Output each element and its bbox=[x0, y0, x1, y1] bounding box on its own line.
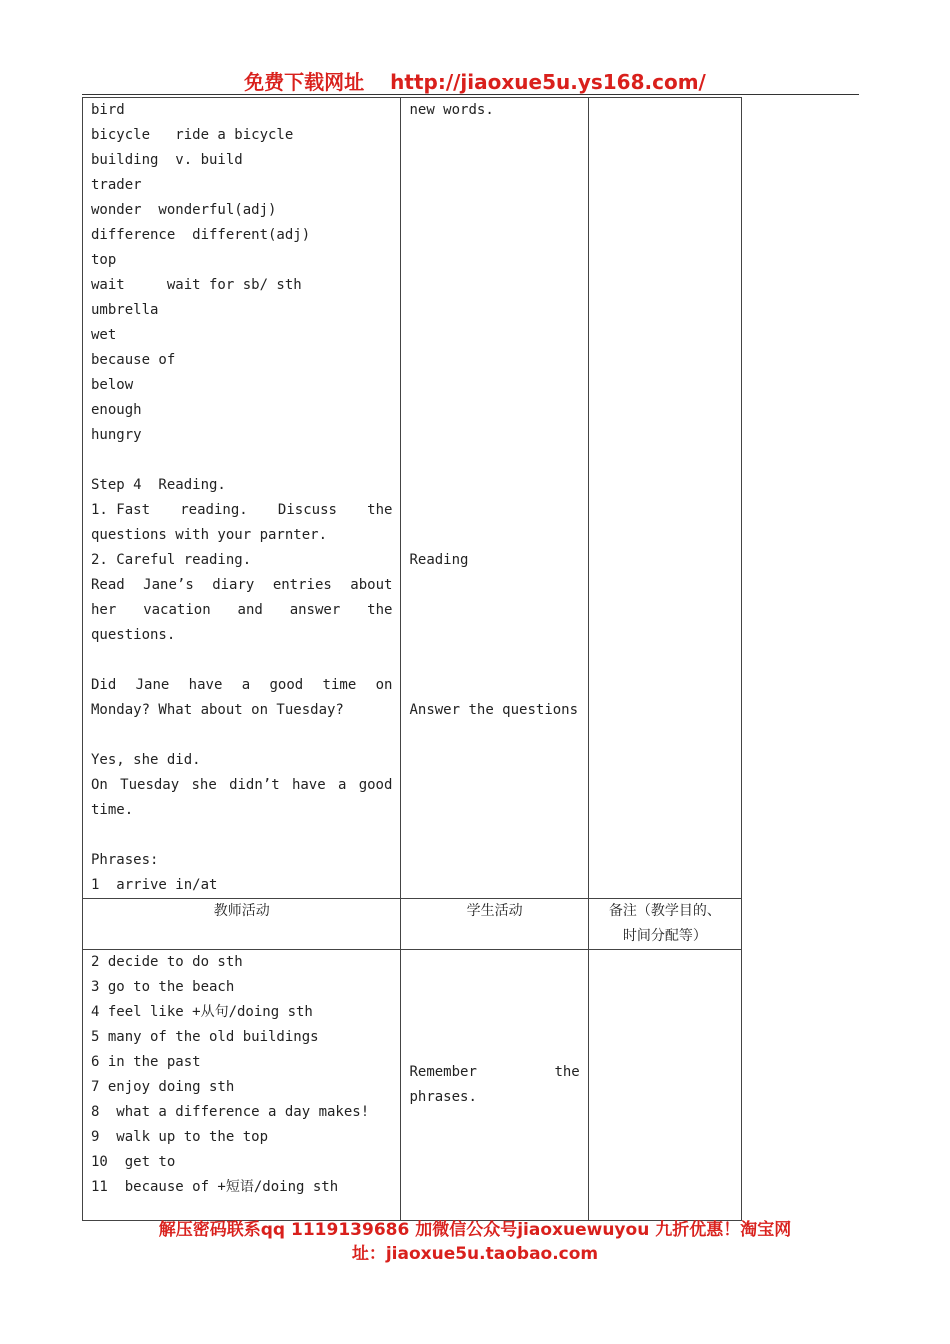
step-heading: Step 4 Reading. bbox=[91, 477, 226, 493]
fast-reading-line-2: questions with your parnter. bbox=[91, 527, 328, 543]
vocab-line: below bbox=[91, 377, 134, 393]
phrase-item: 7 enjoy doing sth bbox=[91, 1079, 235, 1095]
phrase-item: 11 because of +短语/doing sth bbox=[91, 1179, 339, 1195]
lesson-table bbox=[82, 97, 742, 1221]
vocab-line: building v. build bbox=[91, 152, 243, 168]
remember-line: Remember the bbox=[409, 1064, 580, 1080]
read-line-2: her vacation and answer the bbox=[91, 602, 393, 618]
phrase-item: 3 go to the beach bbox=[91, 979, 235, 995]
phrase-item: 4 feel like +从句/doing sth bbox=[91, 1004, 313, 1020]
vocab-line: trader bbox=[91, 177, 142, 193]
vocab-line: wonder wonderful(adj) bbox=[91, 202, 277, 218]
student-activity-header: 学生活动 bbox=[401, 899, 588, 950]
answer-line-2: On Tuesday she didn’t have a good bbox=[91, 777, 393, 793]
vocab-line: umbrella bbox=[91, 302, 159, 318]
student-activity-cell bbox=[401, 950, 588, 1221]
teacher-activity-cell bbox=[83, 950, 401, 1221]
header-url[interactable]: http://jiaoxue5u.ys168.com/ bbox=[390, 70, 706, 94]
middle-answer: Answer the questions bbox=[409, 702, 579, 718]
question-line-1: Did Jane have a good time on bbox=[91, 677, 393, 693]
read-line-1: Read Jane’s diary entries about bbox=[91, 577, 393, 593]
table-row bbox=[83, 98, 742, 899]
notes-header: 备注（教学目的、 时间分配等） bbox=[588, 899, 741, 950]
answer-line-1: Yes, she did. bbox=[91, 752, 201, 768]
vocab-line: enough bbox=[91, 402, 142, 418]
middle-reading: Reading bbox=[409, 552, 469, 568]
teacher-activity-header: 教师活动 bbox=[83, 899, 401, 950]
phrase-item: 5 many of the old buildings bbox=[91, 1029, 319, 1045]
phrase-item: 9 walk up to the top bbox=[91, 1129, 269, 1145]
fast-reading-line: 1. Fast reading. Discuss the bbox=[91, 502, 393, 518]
vocab-line: hungry bbox=[91, 427, 142, 443]
vocab-line: wet bbox=[91, 327, 117, 343]
header-label: 免费下载网址 bbox=[244, 70, 365, 94]
table-row bbox=[83, 950, 742, 1221]
phrase-item: 1 arrive in/at bbox=[91, 877, 218, 893]
careful-reading-line: 2. Careful reading. bbox=[91, 552, 252, 568]
answer-line-3: time. bbox=[91, 802, 134, 818]
footer-line-2[interactable]: 址：jiaoxue5u.taobao.com bbox=[351, 1244, 599, 1264]
header-divider bbox=[82, 94, 859, 95]
phrase-item: 6 in the past bbox=[91, 1054, 201, 1070]
vocab-line: difference different(adj) bbox=[91, 227, 311, 243]
question-line-2: Monday? What about on Tuesday? bbox=[91, 702, 344, 718]
student-activity-cell bbox=[401, 98, 588, 899]
page-header bbox=[0, 66, 950, 95]
table-header-row bbox=[83, 899, 742, 950]
vocab-line: bird bbox=[91, 102, 125, 118]
phrases-heading: Phrases: bbox=[91, 852, 159, 868]
teacher-activity-cell bbox=[83, 98, 401, 899]
vocab-line: wait wait for sb/ sth bbox=[91, 277, 302, 293]
page-footer bbox=[82, 1218, 868, 1266]
phrase-item: 8 what a difference a day makes! bbox=[91, 1104, 370, 1120]
vocab-line: because of bbox=[91, 352, 176, 368]
vocab-line: bicycle ride a bicycle bbox=[91, 127, 294, 143]
read-line-3: questions. bbox=[91, 627, 176, 643]
notes-cell bbox=[588, 950, 741, 1221]
middle-new-words: new words. bbox=[409, 102, 494, 118]
footer-line-1: 解压密码联系qq 1119139686 加微信公众号jiaoxuewuyou 九折优惠！淘宝网 bbox=[158, 1220, 792, 1240]
notes-cell bbox=[588, 98, 741, 899]
remember-line-2: phrases. bbox=[409, 1089, 477, 1105]
vocab-line: top bbox=[91, 252, 117, 268]
phrase-item: 2 decide to do sth bbox=[91, 954, 243, 970]
phrase-item: 10 get to bbox=[91, 1154, 176, 1170]
